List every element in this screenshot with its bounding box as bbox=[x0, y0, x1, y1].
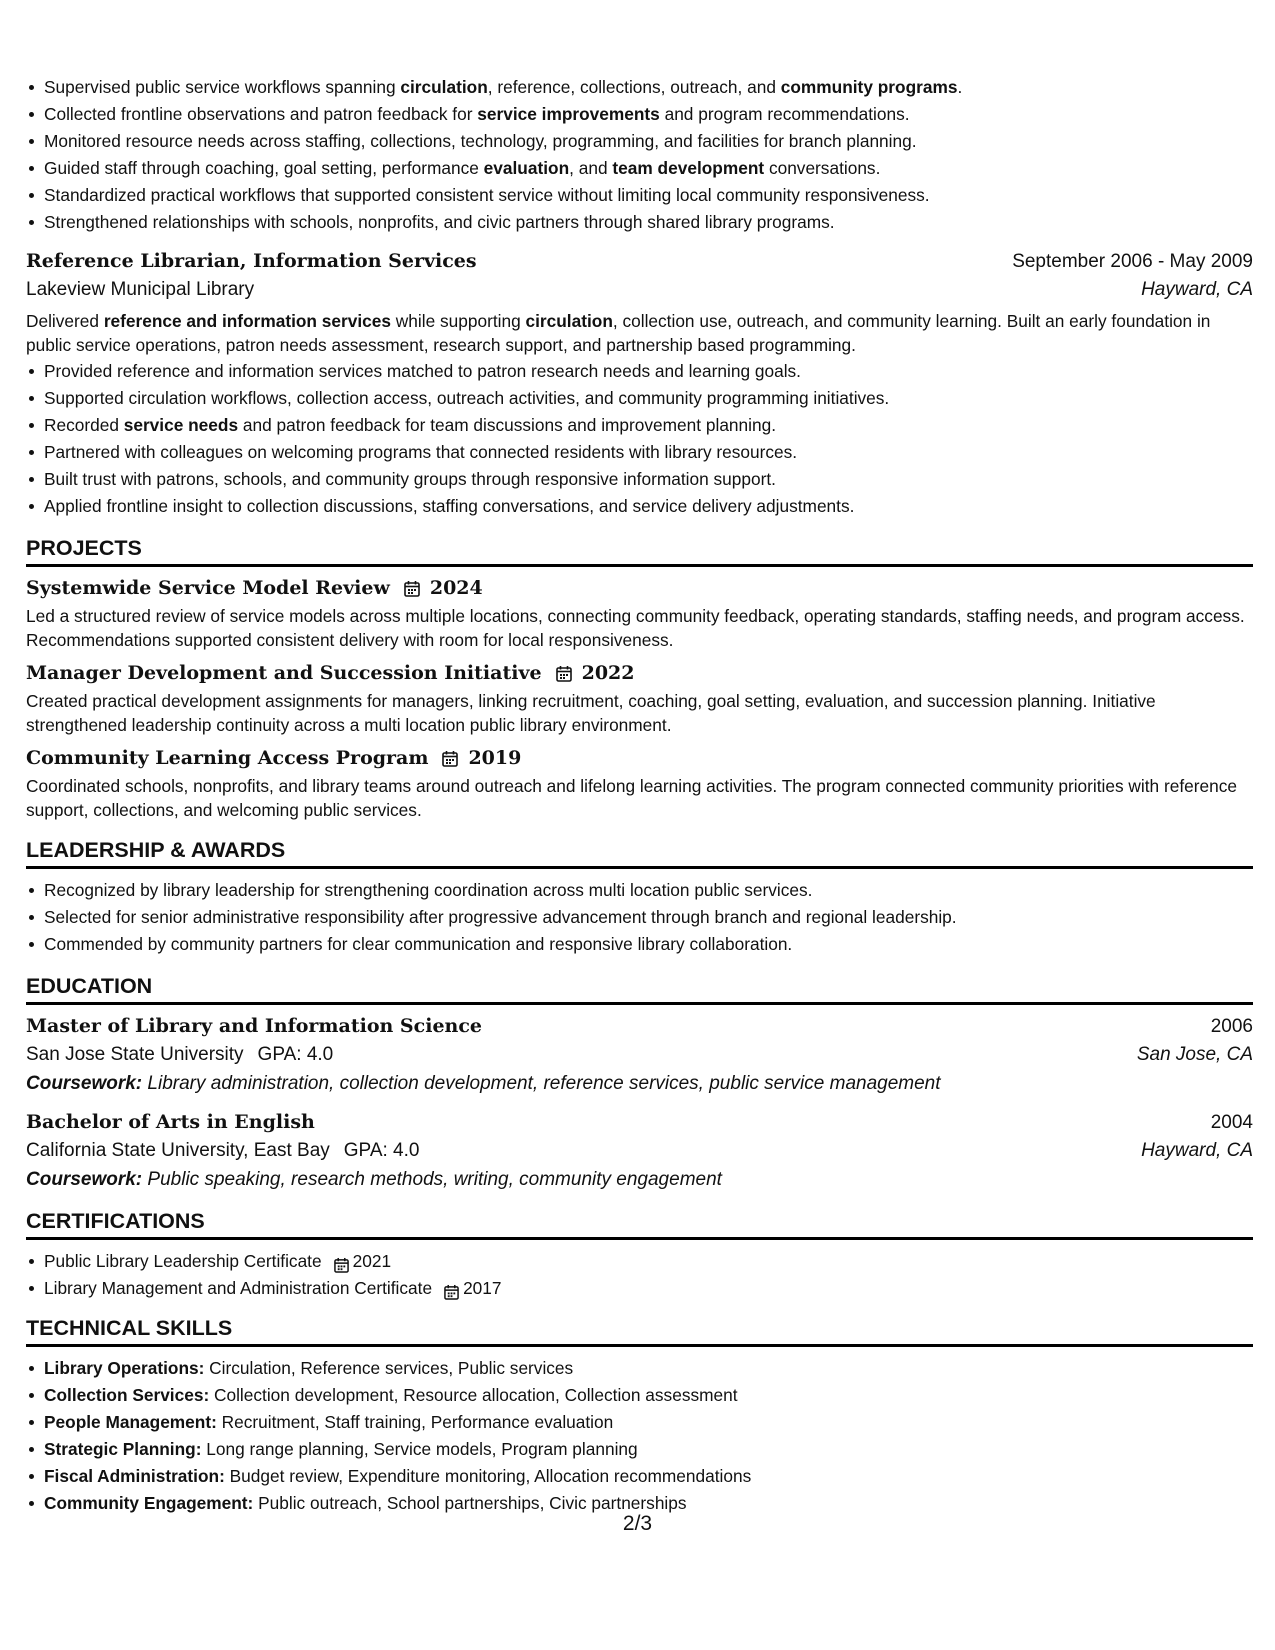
calendar-icon bbox=[444, 1281, 459, 1297]
job-location: Hayward, CA bbox=[1141, 279, 1253, 300]
skill-item bbox=[44, 1436, 1253, 1463]
award-item: Commended by community partners for clear communication and responsive library collaboration. bbox=[44, 931, 1253, 958]
coursework bbox=[26, 1169, 1253, 1191]
project-description: Created practical development assignments for managers, linking recruitment, coaching, goal setting, evaluation, and succession planning. Initiative strengthened leadership continuity across a multi location public library environment. bbox=[26, 691, 1156, 735]
bold-text: service needs bbox=[123, 415, 239, 435]
text-run: and program recommendations. bbox=[659, 104, 910, 124]
project-item bbox=[26, 747, 1253, 822]
leadership-list bbox=[26, 877, 1253, 958]
calendar-icon bbox=[334, 1254, 349, 1270]
bullet-item bbox=[44, 358, 1253, 385]
projects-list bbox=[26, 577, 1253, 822]
text-run: while supporting bbox=[391, 311, 526, 331]
calendar-icon bbox=[404, 580, 420, 597]
coursework-label: Coursework: bbox=[26, 1169, 143, 1190]
skill-values: Budget review, Expenditure monitoring, Allocation recommendations bbox=[224, 1466, 752, 1486]
calendar-icon bbox=[442, 750, 458, 767]
text-run: , and bbox=[569, 158, 613, 178]
section-certifications-title: CERTIFICATIONS bbox=[26, 1209, 1253, 1240]
education-item bbox=[26, 1111, 1253, 1191]
gpa: GPA: 4.0 bbox=[343, 1140, 420, 1161]
project-year: 2024 bbox=[429, 577, 483, 599]
project-header bbox=[26, 577, 1253, 599]
section-skills-title: TECHNICAL SKILLS bbox=[26, 1316, 1253, 1347]
project-name: Manager Development and Succession Initiative bbox=[26, 662, 542, 684]
bullet-item bbox=[44, 493, 1253, 520]
graduation-year: 2004 bbox=[1210, 1112, 1253, 1133]
project-year: 2022 bbox=[581, 662, 635, 684]
bullet-item bbox=[44, 209, 1253, 236]
bold-text: circulation bbox=[525, 311, 613, 331]
certification-name: Library Management and Administration Certificate bbox=[44, 1278, 433, 1298]
bullet-item bbox=[44, 155, 1253, 182]
certifications-list bbox=[26, 1248, 1253, 1302]
skill-values: Collection development, Resource allocation, Collection assessment bbox=[209, 1385, 738, 1405]
bullet-item bbox=[44, 128, 1253, 155]
text-run: and patron feedback for team discussions and improvement planning. bbox=[238, 415, 777, 435]
school-location: San Jose, CA bbox=[1136, 1044, 1253, 1065]
school-info bbox=[26, 1044, 333, 1066]
text-run: Standardized practical workflows that supported consistent service without limiting local community responsiveness. bbox=[44, 185, 930, 205]
bold-text: team development bbox=[612, 158, 765, 178]
bullet-item bbox=[44, 466, 1253, 493]
degree: Master of Library and Information Science bbox=[26, 1015, 482, 1037]
project-description: Coordinated schools, nonprofits, and library teams around outreach and lifelong learning activities. The program connected community priorities with reference support, collections, and welcoming public services. bbox=[26, 776, 1237, 820]
skill-values: Public outreach, School partnerships, Civic partnerships bbox=[253, 1493, 687, 1513]
skill-values: Long range planning, Service models, Program planning bbox=[201, 1439, 638, 1459]
certification-year: 2021 bbox=[352, 1251, 392, 1271]
skill-item bbox=[44, 1382, 1253, 1409]
skill-values: Circulation, Reference services, Public services bbox=[204, 1358, 574, 1378]
award-item: Selected for senior administrative responsibility after progressive advancement through branch and regional leadership. bbox=[44, 904, 1253, 931]
job-bullets bbox=[26, 358, 1253, 520]
text-run: Delivered bbox=[26, 311, 104, 331]
text-run: , collection use, outreach, and community learning. Built an early foundation in public service operations, patron needs assessment, research support, and partnership based programming. bbox=[26, 311, 1211, 355]
education-list bbox=[26, 1015, 1253, 1191]
text-run: Guided staff through coaching, goal setting, performance bbox=[44, 158, 484, 178]
graduation-year: 2006 bbox=[1210, 1016, 1253, 1037]
job-title: Reference Librarian, Information Services bbox=[26, 250, 477, 272]
bold-text: service improvements bbox=[477, 104, 660, 124]
skill-category: People Management: bbox=[44, 1412, 217, 1432]
bullet-item bbox=[44, 74, 1253, 101]
text-run: Built trust with patrons, schools, and community groups through responsive information support. bbox=[44, 469, 776, 489]
text-run: Applied frontline insight to collection discussions, staffing conversations, and service delivery adjustments. bbox=[44, 496, 855, 516]
award-item: Recognized by library leadership for strengthening coordination across multi location public services. bbox=[44, 877, 1253, 904]
bold-text: circulation bbox=[400, 77, 488, 97]
skill-category: Collection Services: bbox=[44, 1385, 210, 1405]
text-run: Provided reference and information services matched to patron research needs and learning goals. bbox=[44, 361, 801, 381]
gpa: GPA: 4.0 bbox=[257, 1044, 334, 1065]
coursework bbox=[26, 1073, 1253, 1095]
bold-text: community programs bbox=[780, 77, 958, 97]
certification-item bbox=[44, 1275, 1253, 1302]
school-name: California State University, East Bay bbox=[26, 1140, 330, 1161]
school-name: San Jose State University bbox=[26, 1044, 244, 1065]
project-header bbox=[26, 662, 1253, 684]
certification-item bbox=[44, 1248, 1253, 1275]
resume-page-2 bbox=[26, 74, 1253, 1517]
bold-text: reference and information services bbox=[103, 311, 391, 331]
project-description: Led a structured review of service models across multiple locations, connecting community feedback, operating standards, staffing needs, and program access. Recommendations supported consistent delivery with room for local responsiveness. bbox=[26, 606, 1245, 650]
project-year: 2019 bbox=[468, 747, 522, 769]
degree: Bachelor of Arts in English bbox=[26, 1111, 315, 1133]
job-summary bbox=[26, 309, 1253, 357]
project-name: Community Learning Access Program bbox=[26, 747, 429, 769]
text-run: Strengthened relationships with schools, nonprofits, and civic partners through shared library programs. bbox=[44, 212, 835, 232]
school-row bbox=[26, 1044, 1253, 1066]
bullet-item bbox=[44, 385, 1253, 412]
skill-category: Fiscal Administration: bbox=[44, 1466, 225, 1486]
job-org: Lakeview Municipal Library bbox=[26, 279, 255, 300]
certification-year: 2017 bbox=[463, 1278, 502, 1298]
education-header bbox=[26, 1111, 1253, 1134]
text-run: Monitored resource needs across staffing, collections, technology, programming, and facilities for branch planning. bbox=[44, 131, 917, 151]
certification-name: Public Library Leadership Certificate bbox=[44, 1251, 322, 1271]
skill-category: Library Operations: bbox=[44, 1358, 205, 1378]
text-run: Recorded bbox=[44, 415, 124, 435]
skill-values: Recruitment, Staff training, Performance evaluation bbox=[216, 1412, 614, 1432]
education-header bbox=[26, 1015, 1253, 1038]
text-run: Partnered with colleagues on welcoming programs that connected residents with library resources. bbox=[44, 442, 798, 462]
job-dates: September 2006 - May 2009 bbox=[1012, 251, 1253, 272]
skill-item bbox=[44, 1463, 1253, 1490]
project-header bbox=[26, 747, 1253, 769]
project-item bbox=[26, 577, 1253, 652]
skill-item bbox=[44, 1355, 1253, 1382]
coursework-label: Coursework: bbox=[26, 1073, 143, 1094]
project-item bbox=[26, 662, 1253, 737]
text-run: conversations. bbox=[764, 158, 881, 178]
coursework-text: Library administration, collection development, reference services, public service management bbox=[142, 1073, 941, 1094]
job-reference-librarian bbox=[26, 250, 1253, 520]
skills-list bbox=[26, 1355, 1253, 1517]
text-run: Collected frontline observations and patron feedback for bbox=[44, 104, 478, 124]
bullet-item bbox=[44, 412, 1253, 439]
project-name: Systemwide Service Model Review bbox=[26, 577, 390, 599]
skill-category: Community Engagement: bbox=[44, 1493, 254, 1513]
text-run: Supervised public service workflows spanning bbox=[44, 77, 401, 97]
section-leadership-title: LEADERSHIP & AWARDS bbox=[26, 838, 1253, 869]
section-projects-title: PROJECTS bbox=[26, 536, 1253, 567]
school-location: Hayward, CA bbox=[1141, 1140, 1253, 1161]
school-info bbox=[26, 1140, 419, 1162]
text-run: Supported circulation workflows, collection access, outreach activities, and community programming initiatives. bbox=[44, 388, 890, 408]
bullet-item bbox=[44, 182, 1253, 209]
bullet-item bbox=[44, 101, 1253, 128]
skill-category: Strategic Planning: bbox=[44, 1439, 202, 1459]
experience-top-bullets bbox=[26, 74, 1253, 236]
text-run: . bbox=[957, 77, 963, 97]
education-item bbox=[26, 1015, 1253, 1095]
skill-item bbox=[44, 1409, 1253, 1436]
bold-text: evaluation bbox=[483, 158, 570, 178]
page-number: 2/3 bbox=[622, 1512, 653, 1535]
bullet-item bbox=[44, 439, 1253, 466]
calendar-icon bbox=[556, 665, 572, 682]
section-education-title: EDUCATION bbox=[26, 974, 1253, 1005]
school-row bbox=[26, 1140, 1253, 1162]
text-run: , reference, collections, outreach, and bbox=[487, 77, 781, 97]
coursework-text: Public speaking, research methods, writing, community engagement bbox=[142, 1169, 722, 1190]
